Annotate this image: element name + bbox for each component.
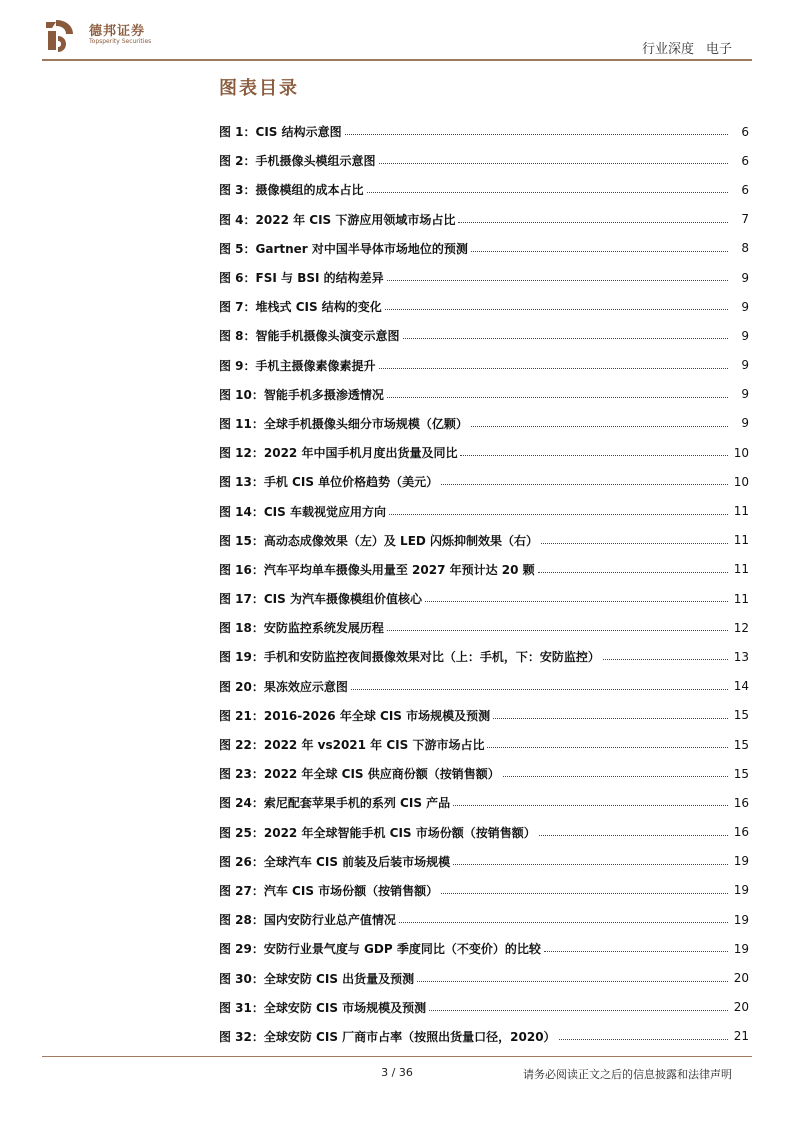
toc-entry-page: 7 xyxy=(741,212,749,227)
legal-disclaimer: 请务必阅读正文之后的信息披露和法律声明 xyxy=(523,1068,732,1081)
toc-entry-label: 图 16：汽车平均单车摄像头用量至 2027 年预计达 20 颗 xyxy=(219,562,535,577)
toc-leader-dots xyxy=(387,630,728,631)
toc-entry-label: 图 1：CIS 结构示意图 xyxy=(219,125,342,140)
toc-entry[interactable] xyxy=(219,730,749,759)
header-divider xyxy=(42,59,752,61)
toc-leader-dots xyxy=(403,338,728,339)
toc-entry[interactable] xyxy=(219,934,749,963)
toc-entry-page: 10 xyxy=(733,445,749,460)
toc-leader-dots xyxy=(503,776,728,777)
toc-entry-label: 图 28：国内安防行业总产值情况 xyxy=(219,913,396,928)
toc-entry-page: 6 xyxy=(741,153,749,168)
company-logo xyxy=(42,18,182,58)
toc-entry-label: 图 8：智能手机摄像头演变示意图 xyxy=(219,329,400,344)
toc-entry-page: 20 xyxy=(733,971,749,986)
toc-entry-label: 图 19：手机和安防监控夜间摄像效果对比（上：手机，下：安防监控） xyxy=(219,650,600,665)
toc-leader-dots xyxy=(539,835,728,836)
toc-leader-dots xyxy=(603,659,728,660)
toc-leader-dots xyxy=(387,397,728,398)
toc-entry-label: 图 7：堆栈式 CIS 结构的变化 xyxy=(219,300,382,315)
toc-entry[interactable] xyxy=(219,963,749,992)
toc-entry[interactable] xyxy=(219,847,749,876)
toc-entry-label: 图 13：手机 CIS 单位价格趋势（美元） xyxy=(219,475,439,490)
toc-entry-page: 9 xyxy=(741,299,749,314)
toc-entry-label: 图 4：2022 年 CIS 下游应用领域市场占比 xyxy=(219,212,456,227)
report-sector: 电子 xyxy=(705,42,732,57)
figure-toc-list xyxy=(219,117,749,1051)
toc-leader-dots xyxy=(425,601,728,602)
page-number: 3 / 36 xyxy=(381,1066,413,1079)
toc-entry-page: 15 xyxy=(733,737,749,752)
toc-entry-page: 19 xyxy=(733,854,749,869)
toc-entry-label: 图 21：2016-2026 年全球 CIS 市场规模及预测 xyxy=(219,708,491,723)
toc-entry-page: 16 xyxy=(733,825,749,840)
toc-leader-dots xyxy=(387,280,728,281)
toc-entry[interactable] xyxy=(219,175,749,204)
toc-leader-dots xyxy=(541,543,728,544)
toc-leader-dots xyxy=(538,572,728,573)
toc-entry-page: 11 xyxy=(733,591,749,606)
toc-leader-dots xyxy=(385,309,728,310)
report-type: 行业深度 xyxy=(641,42,694,57)
toc-entry-label: 图 30：全球安防 CIS 出货量及预测 xyxy=(219,971,415,986)
toc-entry-label: 图 12：2022 年中国手机月度出货量及同比 xyxy=(219,446,458,461)
toc-entry-label: 图 32：全球安防 CIS 厂商市占率（按照出货量口径，2020） xyxy=(219,1029,556,1044)
toc-entry[interactable] xyxy=(219,584,749,613)
toc-entry[interactable] xyxy=(219,672,749,701)
toc-leader-dots xyxy=(471,251,728,252)
toc-leader-dots xyxy=(487,747,728,748)
toc-entry-page: 15 xyxy=(733,708,749,723)
toc-leader-dots xyxy=(471,426,728,427)
toc-entry-page: 12 xyxy=(733,620,749,635)
toc-entry-page: 19 xyxy=(733,941,749,956)
toc-entry-page: 6 xyxy=(741,124,749,139)
toc-leader-dots xyxy=(417,981,728,982)
toc-entry-page: 9 xyxy=(741,270,749,285)
toc-entry[interactable] xyxy=(219,701,749,730)
toc-entry[interactable] xyxy=(219,496,749,525)
toc-entry-page: 9 xyxy=(741,387,749,402)
toc-entry[interactable] xyxy=(219,146,749,175)
toc-entry[interactable] xyxy=(219,351,749,380)
toc-entry-page: 9 xyxy=(741,328,749,343)
toc-leader-dots xyxy=(441,893,728,894)
logo-english-name: Topsperity Securities xyxy=(89,38,152,45)
toc-entry-label: 图 20：果冻效应示意图 xyxy=(219,679,348,694)
toc-entry-page: 16 xyxy=(733,795,749,810)
toc-entry[interactable] xyxy=(219,526,749,555)
toc-leader-dots xyxy=(559,1039,728,1040)
toc-entry-page: 19 xyxy=(733,912,749,927)
toc-entry-page: 19 xyxy=(733,883,749,898)
toc-leader-dots xyxy=(351,689,728,690)
toc-leader-dots xyxy=(441,484,728,485)
toc-entry[interactable] xyxy=(219,555,749,584)
toc-leader-dots xyxy=(389,514,728,515)
toc-leader-dots xyxy=(399,922,728,923)
toc-entry-label: 图 23：2022 年全球 CIS 供应商份额（按销售额） xyxy=(219,767,500,782)
toc-leader-dots xyxy=(493,718,728,719)
toc-entry[interactable] xyxy=(219,993,749,1022)
toc-entry-page: 9 xyxy=(741,358,749,373)
toc-entry[interactable] xyxy=(219,321,749,350)
toc-entry-label: 图 26：全球汽车 CIS 前装及后装市场规模 xyxy=(219,854,451,869)
toc-entry-label: 图 15：高动态成像效果（左）及 LED 闪烁抑制效果（右） xyxy=(219,533,539,548)
toc-entry[interactable] xyxy=(219,438,749,467)
toc-leader-dots xyxy=(379,368,728,369)
toc-leader-dots xyxy=(544,951,728,952)
toc-entry[interactable] xyxy=(219,788,749,817)
toc-entry-label: 图 3：摄像模组的成本占比 xyxy=(219,183,364,198)
toc-entry[interactable] xyxy=(219,409,749,438)
toc-entry-page: 10 xyxy=(733,474,749,489)
toc-entry[interactable] xyxy=(219,205,749,234)
toc-entry-page: 13 xyxy=(733,649,749,664)
toc-entry[interactable] xyxy=(219,613,749,642)
toc-entry[interactable] xyxy=(219,759,749,788)
toc-title: 图表目录 xyxy=(219,78,299,99)
toc-entry-label: 图 24：索尼配套苹果手机的系列 CIS 产品 xyxy=(219,796,451,811)
toc-entry-label: 图 9：手机主摄像素像素提升 xyxy=(219,358,376,373)
toc-entry-page: 14 xyxy=(733,679,749,694)
toc-entry-label: 图 5：Gartner 对中国半导体市场地位的预测 xyxy=(219,241,468,256)
toc-leader-dots xyxy=(429,1010,728,1011)
toc-entry-page: 15 xyxy=(733,766,749,781)
toc-entry-label: 图 17：CIS 为汽车摄像模组价值核心 xyxy=(219,592,422,607)
report-category xyxy=(642,38,732,57)
toc-leader-dots xyxy=(367,192,728,193)
toc-entry[interactable] xyxy=(219,818,749,847)
toc-entry-page: 11 xyxy=(733,533,749,548)
toc-entry[interactable] xyxy=(219,642,749,671)
toc-entry-page: 11 xyxy=(733,562,749,577)
footer-divider xyxy=(42,1056,752,1057)
toc-leader-dots xyxy=(453,864,728,865)
toc-leader-dots xyxy=(458,222,728,223)
toc-entry[interactable] xyxy=(219,263,749,292)
toc-entry-label: 图 22：2022 年 vs2021 年 CIS 下游市场占比 xyxy=(219,738,485,753)
toc-entry-label: 图 10：智能手机多摄渗透情况 xyxy=(219,387,384,402)
toc-entry[interactable] xyxy=(219,117,749,146)
logo-chinese-name: 德邦证券 xyxy=(89,24,146,39)
toc-entry[interactable] xyxy=(219,380,749,409)
logo-emblem-icon xyxy=(42,18,76,54)
toc-entry-page: 9 xyxy=(741,416,749,431)
toc-entry-label: 图 2：手机摄像头模组示意图 xyxy=(219,154,376,169)
toc-leader-dots xyxy=(453,805,728,806)
toc-entry-label: 图 14：CIS 车载视觉应用方向 xyxy=(219,504,386,519)
toc-entry[interactable] xyxy=(219,1022,749,1051)
toc-entry-page: 21 xyxy=(733,1029,749,1044)
toc-entry-label: 图 27：汽车 CIS 市场份额（按销售额） xyxy=(219,883,439,898)
toc-entry[interactable] xyxy=(219,234,749,263)
toc-entry-page: 11 xyxy=(733,504,749,519)
toc-entry-label: 图 25：2022 年全球智能手机 CIS 市场份额（按销售额） xyxy=(219,825,536,840)
toc-entry[interactable] xyxy=(219,467,749,496)
toc-entry-label: 图 6：FSI 与 BSI 的结构差异 xyxy=(219,271,384,286)
toc-entry-page: 8 xyxy=(741,241,749,256)
toc-entry[interactable] xyxy=(219,905,749,934)
toc-leader-dots xyxy=(460,455,728,456)
toc-entry-label: 图 11：全球手机摄像头细分市场规模（亿颗） xyxy=(219,416,468,431)
toc-entry[interactable] xyxy=(219,292,749,321)
toc-entry-label: 图 18：安防监控系统发展历程 xyxy=(219,621,384,636)
toc-entry-label: 图 31：全球安防 CIS 市场规模及预测 xyxy=(219,1000,427,1015)
toc-entry-label: 图 29：安防行业景气度与 GDP 季度同比（不变价）的比较 xyxy=(219,942,541,957)
toc-entry-page: 20 xyxy=(733,1000,749,1015)
toc-entry[interactable] xyxy=(219,876,749,905)
toc-leader-dots xyxy=(345,134,728,135)
toc-entry-page: 6 xyxy=(741,182,749,197)
toc-leader-dots xyxy=(379,163,728,164)
